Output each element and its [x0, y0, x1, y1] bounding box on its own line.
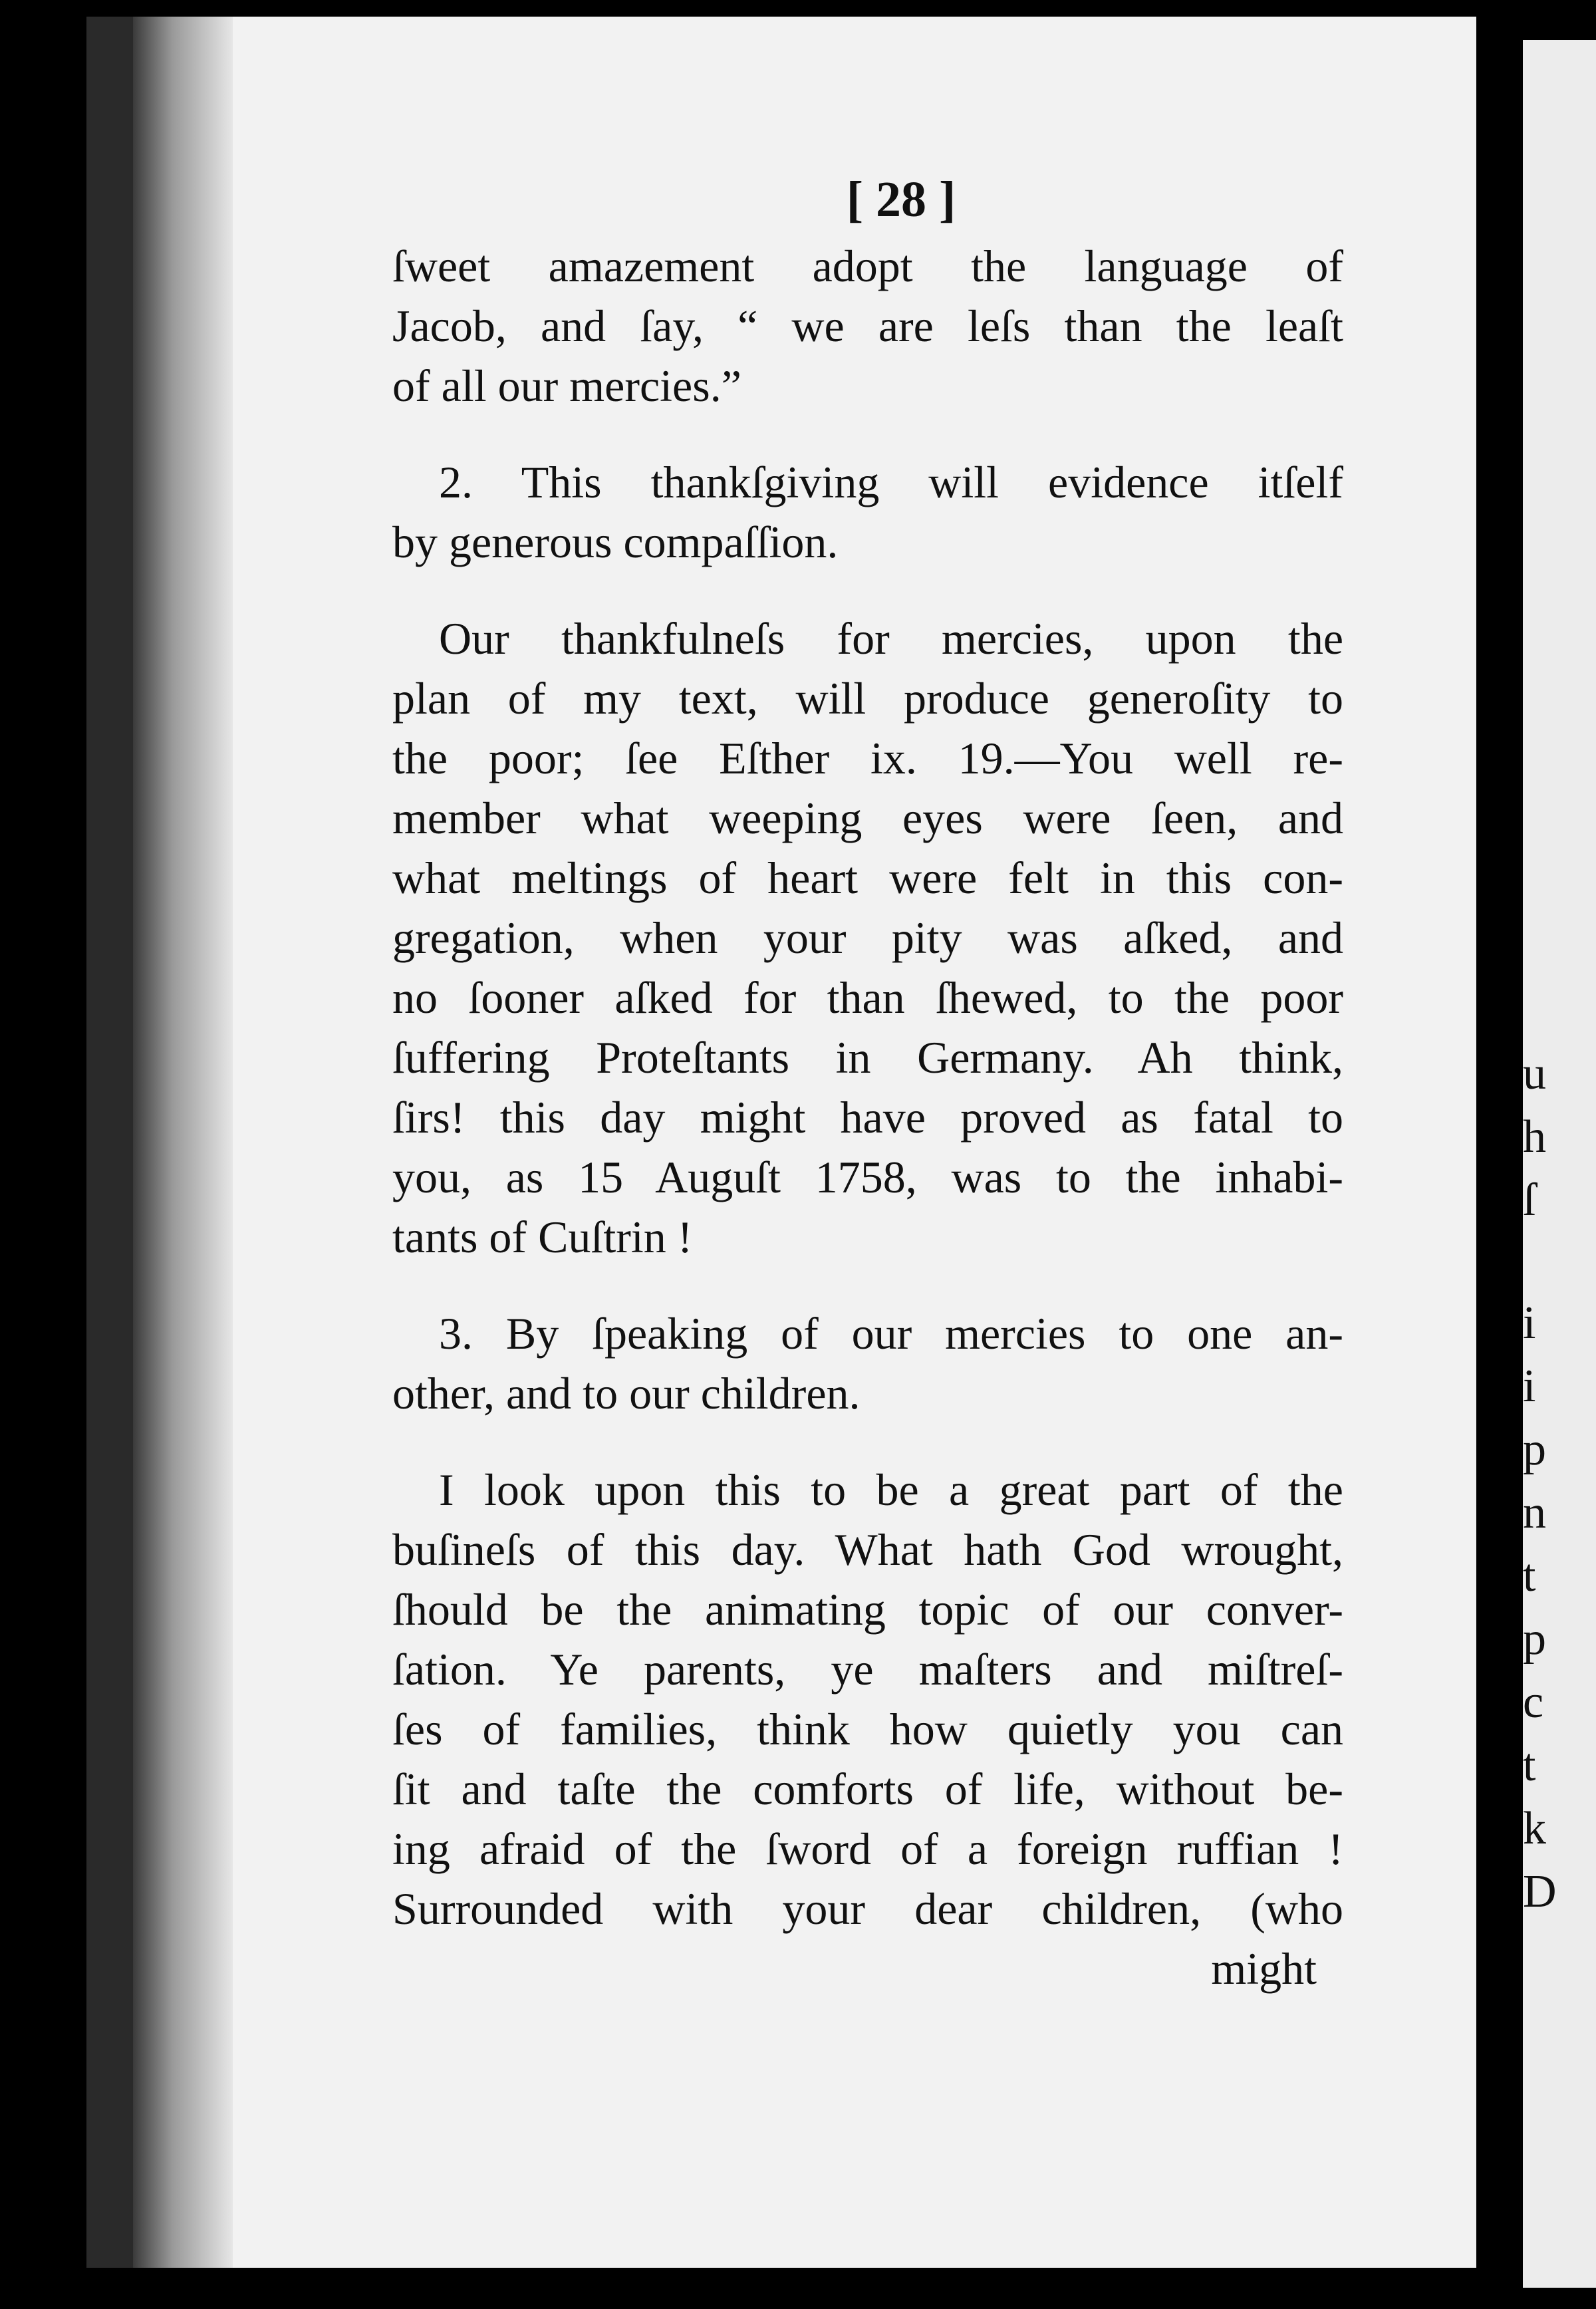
text-line: you, as 15 Auguſt 1758, was to the inhabi-	[392, 1152, 1343, 1202]
paragraph	[392, 1460, 1343, 1939]
text-line: ſweet amazement adopt the language of	[392, 241, 1343, 291]
facing-page-letter: t	[1523, 1740, 1536, 1791]
facing-page-letter: i	[1523, 1361, 1536, 1412]
facing-page-letter: c	[1523, 1677, 1544, 1728]
text-line: member what weeping eyes were ſeen, and	[392, 793, 1343, 843]
text-line: no ſooner aſked for than ſhewed, to the poor	[392, 972, 1343, 1023]
facing-page-letter: i	[1523, 1297, 1536, 1349]
paragraph	[392, 1303, 1343, 1423]
facing-page-letter: t	[1523, 1550, 1536, 1601]
page-text	[392, 170, 1343, 1998]
book-gutter	[1476, 0, 1523, 2309]
facing-page-letter: D	[1523, 1866, 1557, 1917]
facing-page-edge	[1523, 40, 1596, 2288]
facing-page-letter: n	[1523, 1487, 1546, 1538]
text-line: I look upon this to be a great part of the	[439, 1464, 1343, 1515]
text-line: buſineſs of this day. What hath God wrought,	[392, 1524, 1343, 1575]
paragraph	[392, 452, 1343, 572]
facing-page-letter: ſ	[1523, 1174, 1536, 1226]
text-line: 3. By ſpeaking of our mercies to one an-	[439, 1308, 1343, 1359]
facing-page-letter: h	[1523, 1111, 1546, 1162]
page-gutter-shadow	[133, 17, 233, 2268]
text-line: ſhould be the animating topic of our conver-	[392, 1584, 1343, 1635]
page-number: [ 28 ]	[846, 172, 956, 227]
text-line: 2. This thankſgiving will evidence itſelf	[439, 457, 1343, 507]
facing-page-letter: u	[1523, 1048, 1546, 1099]
paragraph	[392, 236, 1343, 416]
facing-page-letter: k	[1523, 1803, 1546, 1854]
text-line: Surrounded with your dear children, (who	[392, 1883, 1343, 1934]
text-line: gregation, when your pity was aſked, and	[392, 912, 1343, 963]
text-line: tants of Cuſtrin !	[392, 1212, 693, 1262]
text-line: Our thankfulneſs for mercies, upon the	[439, 613, 1343, 664]
text-line: ſirs! this day might have proved as fatal to	[392, 1092, 1343, 1143]
facing-page-letter: p	[1523, 1424, 1546, 1475]
text-line: what meltings of heart were felt in this con-	[392, 853, 1343, 903]
text-line: plan of my text, will produce generoſity to	[392, 673, 1343, 724]
text-line: by generous compaſſion.	[392, 517, 839, 567]
text-line: ſuffering Proteſtants in Germany. Ah think,	[392, 1032, 1343, 1083]
paragraph	[392, 609, 1343, 1267]
text-line: ing afraid of the ſword of a foreign ruffian !	[392, 1824, 1343, 1874]
text-line: other, and to our children.	[392, 1368, 861, 1419]
text-line: ſation. Ye parents, ye maſters and miſtreſ-	[392, 1644, 1343, 1695]
text-line: of all our mercies.”	[392, 360, 741, 411]
text-line: ſit and taſte the comforts of life, without be-	[392, 1764, 1343, 1814]
text-line: ſes of families, think how quietly you can	[392, 1704, 1343, 1754]
text-line: the poor; ſee Eſther ix. 19.—You well re-	[392, 733, 1343, 783]
text-line: Jacob, and ſay, “ we are leſs than the leaſt	[392, 301, 1343, 351]
catchword: might	[1211, 1943, 1317, 1994]
facing-page-letter: p	[1523, 1613, 1546, 1665]
